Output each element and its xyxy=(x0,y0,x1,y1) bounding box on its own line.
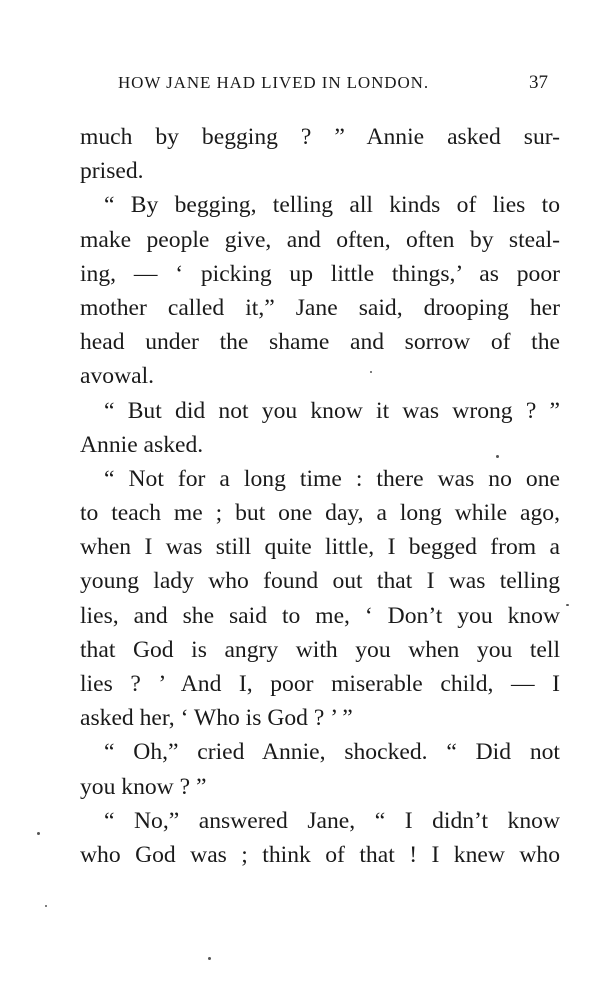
text-line: lies, and she said to me, ‘ Don’t you know xyxy=(80,602,560,629)
scan-speck xyxy=(208,957,211,960)
text-line: who God was ; think of that ! I knew who xyxy=(80,841,560,868)
text-line: much by begging ? ” Annie asked sur- xyxy=(80,124,560,150)
text-line: to teach me ; but one day, a long while ago, xyxy=(80,500,560,527)
scan-speck xyxy=(496,455,499,458)
scan-speck xyxy=(45,905,47,907)
text-line: head under the shame and sorrow of the xyxy=(80,329,560,356)
running-head xyxy=(118,72,548,102)
text-line: make people give, and often, often by steal- xyxy=(80,226,560,253)
text-line: ing, — ‘ picking up little things,’ as poor xyxy=(80,260,560,287)
text-line: mother called it,” Jane said, drooping her xyxy=(80,294,560,321)
scan-speck xyxy=(37,832,40,835)
running-title: HOW JANE HAD LIVED IN LONDON. xyxy=(118,73,429,92)
text-line: asked her, ‘ Who is God ? ’ ” xyxy=(80,705,353,732)
text-line: Annie asked. xyxy=(80,431,204,458)
page-number: 37 xyxy=(529,72,548,93)
body-text xyxy=(80,120,560,872)
text-line: “ By begging, telling all kinds of lies to xyxy=(104,192,560,219)
text-line: young lady who found out that I was telling xyxy=(80,568,560,595)
text-line: prised. xyxy=(80,158,144,185)
text-line: you know ? ” xyxy=(80,773,207,800)
text-line: lies ? ’ And I, poor miserable child, — I xyxy=(80,671,560,697)
text-line: “ But did not you know it was wrong ? ” xyxy=(104,397,560,424)
scan-speck xyxy=(566,604,569,606)
text-line: when I was still quite little, I begged from a xyxy=(80,534,560,561)
text-line: “ Oh,” cried Annie, shocked. “ Did not xyxy=(104,739,560,766)
scan-speck xyxy=(370,371,372,373)
text-line: that God is angry with you when you tell xyxy=(80,636,560,663)
text-line: “ No,” answered Jane, “ I didn’t know xyxy=(104,807,560,834)
text-line: “ Not for a long time : there was no one xyxy=(104,465,560,492)
text-line: avowal. xyxy=(80,363,155,390)
